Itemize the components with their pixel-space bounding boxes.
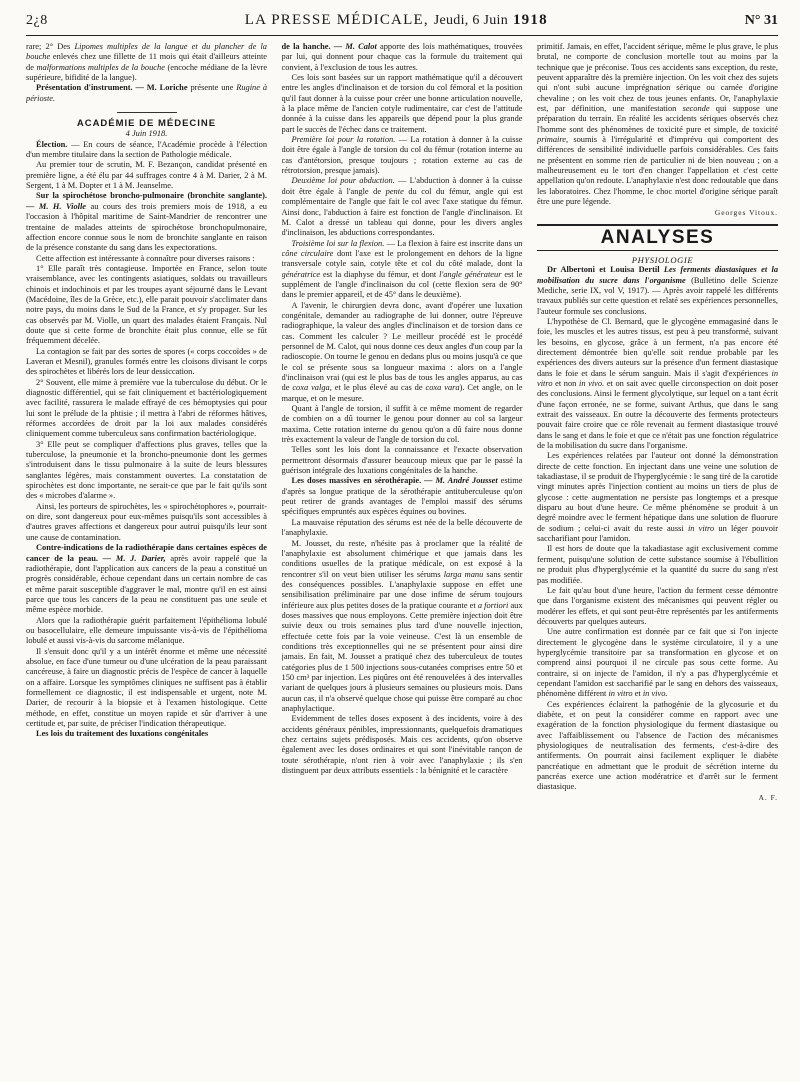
paragraph: Dr Albertoni et Louisa Dertil Les ferments diastasiques et la mobilisation du sucre dans l'organisme (Bulletino delle Scienze Mediche, serie IX, vol V, 1917). — Après avoir rappelé les différents travaux publiés sur cette question et relaté ses expériences personnelles, l'auteur formule ses conclusions. [537, 265, 778, 316]
issue-date: Jeudi, 6 Juin [433, 13, 509, 28]
paragraph: Les expériences relatées par l'auteur ont donné la démonstration directe de cette fonction. En injectant dans une veine une solution de takadiastase, il se produit de l'hyperglycémie : le sang tiré de la carotide vingt minutes après l'injection contient au moins un tiers de plus de glycose : cette augmentation ne persiste pas longtemps et a presque disparu au bout d'une heure. Ce même phénomène se produit à un degré moindre avec le ferment hépatique dans une solution de fluorure de sodium ; celui-ci avait du reste aussi in vitro un léger pouvoir saccharifiant pour l'amidon. [537, 451, 778, 544]
article-columns [26, 42, 778, 1072]
paragraph: 2° Souvent, elle mime à première vue la tuberculose du début. Or le diagnostic différentiel, qui se fait cliniquement et bactériologiquement avec facilité, rassurera le malade effrayé de ces hémoptysies qui pour lui sont le prélude de la phtisie ; il mettra à l'abri de réformes hâtives, réformes accordées de droit par la loi aux malades considérés cliniquement comme tuberculeux sans confirmation bactériologique. [26, 377, 267, 439]
section-date: 4 Juin 1918. [125, 129, 168, 139]
column-left [26, 42, 267, 1072]
paragraph: Il est hors de doute que la takadiastase agit exclusivement comme ferment, puisqu'une solution de cette substance soumise à l'ébullition ne produit plus d'hyperglycémie et la quantité du sucre du sang n'est pas modifiée. [537, 544, 778, 585]
paragraph: Présentation d'instrument. — M. Loriche présente une Rugine à périoste. [26, 83, 267, 103]
paragraph: Cette affection est intéressante à connaître pour diverses raisons : [36, 253, 255, 263]
paragraph: Contre-indications de la radiothérapie dans certaines espèces de cancer de la peau. — M. J. Darier, après avoir rappelé que la radiothérapie, dont l'application aux cancers de la peau a constitué un progrès considérable, échoue cependant dans un certain nombre de cas et même parait susceptible d'aggraver le mal, montre qu'il en est ainsi parce que tous les cancers de la peau ne constituent pas une seule et même espèce morbide. [26, 543, 267, 615]
paragraph: Le fait qu'au bout d'une heure, l'action du ferment cesse démontre que dans l'organisme existent des mécanismes qui peuvent régler ou modérer les effets, et qui sont peut-être représentés par les antiferments découverts par quelques auteurs. [537, 585, 778, 626]
rubric-heading: PHYSIOLOGIE [631, 254, 694, 265]
paragraph: Sur la spirochétose broncho-pulmonaire (bronchite sanglante). — M. H. Violle au cours des trois premiers mois de 1918, a eu l'occasion à l'hôpital maritime de Saint-Mandrier de rencontrer une trentaine de malades atteints de spirochétose bronchopulmonaire, affection encore connue sous le nom de bronchite sanglante en raison de la présence constante du sang dans les expectorations. [26, 191, 267, 253]
analyses-banner [537, 224, 778, 251]
page-header [26, 12, 778, 36]
author-signature: A. F. [758, 792, 778, 802]
author-signature: Georges Vitoux. [714, 207, 778, 217]
paragraph: Troisième loi sur la flexion. — La flexion à faire est inscrite dans un cône circulaire dont l'axe est le prolongement en dehors de la ligne transversale cotyle sain, cotyle tête et col du côté malade, dont la génératrice est la diaphyse du fémur, et dont l'angle générateur est le supplément de l'angle d'inclinaison du col (cette flexion sera de 90° dans le premier appareil, et de 45° dans le deuxième). [281, 238, 523, 300]
paragraph: 1° Elle paraît très contagieuse. Importée en France, selon toute vraisemblance, avec les contingents asiatiques, soldats ou travailleurs chinois et indochinois et par les troupes ayant séjourné dans le Levant (Macédoine, îles de la Grèce, etc.), elle parait pouvoir s'acclimater dans notre pays, du moins dans le Sud de la France, et s'y propager. Sur les cas observés par M. Violle, un quart des malades étaient Français. Nul doute que si cette forme de bronchite était plus connue, elle se fût fréquemment décelée. [26, 263, 267, 346]
paragraph: Ainsi, les porteurs de spirochètes, les « spirochétophores », pourrait-on dire, sont dangereux pour eux-mêmes puisqu'ils sont accessibles à d'autres graves affections et dangereux pour autrui puisqu'ils leur sont une cause de contamination. [26, 501, 267, 542]
paragraph: Une autre confirmation est donnée par ce fait que si l'on injecte directement le glycogène dans le système circulatoire, il y a une hyperglycémie transitoire par sa transformation en glycose et on comprend ainsi pourquoi il ne circule pas sous cette forme. Au contraire, si on injecte de l'amidon, il n'y a pas d'hyperglycémie et cependant l'amidon est saccharifié par le sang en dehors des vaisseaux, phénomène différent in vitro et in vivo. [537, 627, 778, 699]
paragraph: A l'avenir, le chirurgien devra donc, avant d'opérer une luxation congénitale, demander au radiographe de lui donner, outre l'épreuve radiographique, la valeur des angles d'inclinaison et de torsion dans ce cas. Comment les calculer ? Le meilleur procédé est le procédé personnel de M. Calot, qui nous donne ces deux angles d'un coup par la radioscopie. On tourne le genou en dedans plus ou moins jusqu'à ce que le col se présente sous sa longueur maxima : alors on a l'angle d'inclinaison vrai (qui est le plus bas de tous les angles apparus, au cas de coxa valga, et le plus élevé au cas de coxa vara). Cet angle, on le marque, et on le mesure. [281, 300, 523, 403]
page-number: 2¿8 [26, 13, 48, 28]
section-title: ANALYSES [600, 226, 715, 248]
paragraph: de la hanche. — M. Calot apporte des lois mathématiques, trouvées par lui, qui donnent pour chaque cas la formule du traitement qui convient, à l'exclusion de tous les autres. [281, 42, 523, 72]
paragraph: Les doses massives en sérothérapie. — M. André Jousset estime d'après sa longue pratique de la sérothérapie antituberculeuse qu'on peut retirer de grands avantages de l'emploi massif des sérums spécifiques empruntés aux espèces équines ou bovines. [281, 476, 523, 517]
paragraph: La contagion se fait par des sortes de spores (« corps coccoïdes » de Laveran et Mesnil), granules formés entre les cloisons divisant le corps des spirochètes et libérés lors de leur dessiccation. [26, 346, 267, 377]
paragraph: Au premier tour de scrutin, M. F. Bezançon, candidat présenté en première ligne, a été élu par 44 suffrages contre 4 à M. Darier, 2 à M. Sergent, 1 à M. Dopter et 1 à M. Jeanselme. [26, 160, 267, 191]
paragraph: Deuxième loi pour abduction. — L'abduction à donner à la cuisse doit être égale à l'angle de pente du col du fémur, angle qui est complémentaire de l'angle que fait le col avec l'axe statique du fémur. Ainsi donc, l'abduction à faire est fonction de l'angle d'inclinaison. Et M. Calot a dressé un tableau qui donne, pour les divers angles d'inclinaison, les abductions correspondantes. [281, 176, 523, 238]
paragraph: Il s'ensuit donc qu'il y a un intérêt énorme et même une nécessité absolue, en face d'une tumeur ou d'une ulcération de la peau paraissant cancéreuse, à faire un diagnostic précis de l'espèce de cancer à laquelle on a affaire. Lorsque les symptômes cliniques ne suffisent pas à établir formellement ce diagnostic, il est indispensable et urgent, note M. Darier, de recourir à la biopsie et à l'examen histologique. Cette méthode, en effet, constitue un moyen rapide et sûr d'arriver à une certitude et, par suite, de préciser l'indication thérapeutique. [26, 646, 267, 728]
paragraph: Ces expériences éclairent la pathogénie de la glycosurie et du diabète, et on peut la considérer comme en rapport avec une exagération de la fonction physiologique du ferment diastasique ou avec l'affaiblissement ou l'absence de l'action des mécanismes physiologiques de neutralisation des ferments, c'est-à-dire des antiferments. On pourrait ainsi facilement expliquer le diabète pancréatique en admettant que le produit de sécrétion interne du pancréas exerce une action modératrice et d'arrêt sur le ferment diastasique. [537, 699, 778, 792]
paragraph: Ces lois sont basées sur un rapport mathématique qu'il a découvert entre les angles d'inclinaison et de torsion du col fémoral et la position qu'il faut donner à la cuisse pour créer une bonne articulation nouvelle, à la place même de l'ancien cotyle rudimentaire, car c'est de l'attitude donnée à la cuisse dans les appareils que dépend pour la plus grande part le succès de l'échec dans ce traitement. [281, 73, 523, 134]
paragraph: Première loi pour la rotation. — La rotation à donner à la cuisse doit être égale à l'angle de torsion du col du fémur (rotation interne au cas d'antétorsion, presque toujours ; rotation externe au cas de rétrotorsion, presque jamais). [281, 135, 523, 176]
subheading: Les lois du traitement des luxations congénitales [36, 729, 209, 739]
paragraph: Telles sont les lois dont la connaissance et l'exacte observation permettront désormais d'assurer beaucoup mieux que par le passé la guérison intégrale des luxations congénitales de la hanche. [281, 445, 523, 476]
issue-year: 1918 [512, 12, 548, 28]
paragraph: Evidemment de telles doses exposent à des incidents, voire à des accidents généraux pénibles, impressionnants, quelquefois dramatiques chez certains sujets prédisposés. Mais ces accidents, qu'on observe également avec les doses ordinaires et qui sont l'inévitable rançon de toute sérothérapie, n'ont rien à voir avec l'anaphylaxie ; ils s'en distinguent par deux attributs essentiels : la bénignité et le caractère [281, 714, 523, 776]
journal-masthead [245, 12, 548, 29]
paragraph: M. Jousset, du reste, n'hésite pas à proclamer que la réalité de l'anaphylaxie est absolument chimérique et que jamais dans les conditions usuelles de la pratique médicale, on est exposé à la rencontrer s'il on veut bien utiliser les sérums larga manu sans sentir des conséquences possibles. L'anaphylaxie suppose en effet une sensibilisation préliminaire par une dose infime de sérum toujours inférieure aux plus petites doses de la pratique courante et a fortiori aux doses massives que nous employons. Cette première injection doit être suivie deux ou trois semaines plus tard d'une nouvelle injection, effectuée cette fois par la voie veineuse. C'est là un ensemble de conditions très exceptionnelles qui ne se présentent pour ainsi dire jamais. En fait, M. Jousset a pratiqué chez des tuberculeux de toutes catégories plus de 1 500 injections sous-cutanées comprises entre 50 et 150 cm³ par injection. Les piqûres ont été renouvelées à des intervalles variant de quelques jours à plusieurs semaines ou plusieurs mois. Dans aucun cas, il n'a observé quelque chose qui puisse être comparé au choc anaphylactique. [281, 538, 523, 713]
column-right [537, 42, 778, 1072]
paragraph: Élection. — En cours de séance, l'Académie procède à l'élection d'un membre titulaire dans la section de Pathologie médicale. [26, 139, 267, 160]
paragraph: Quant à l'angle de torsion, il suffit à ce même moment de regarder de combien on a dû tourner le genou pour donner au col sa largeur maxima. Cette rotation interne du genou qu'on a dû faire nous donne très exactement la valeur de l'angle de torsion du col. [281, 404, 523, 445]
column-middle [282, 42, 523, 1072]
issue-number: N° 31 [744, 13, 778, 28]
paragraph: Alors que la radiothérapie guérit parfaitement l'épithélioma lobulé ou basocellulaire, elle demeure impuissante vis-à-vis de l'épithélioma lobulé et aussi vis-à-vis du sarcome mélanique. [26, 615, 267, 646]
paragraph: rare; 2° Des Lipomes multiples de la langue et du plancher de la bouche enlevés chez une fillette de 11 mois qui était d'ailleurs atteinte de malformations multiples de la bouche (encoche médiane de la lèvre supérieure, bifidité de la langue). [26, 42, 267, 83]
paragraph: 3° Elle peut se compliquer d'affections plus graves, telles que la tuberculose, la pneumonie et la broncho-pneumonie dont les germes s'introduisent dans le tissu pulmonaire à la suite de leurs blessures sanglantes légères, mais constamment ouvertes. La constatation de spirochètes est donc importante, ne serait-ce que par le fait qu'ils sont des « microbes d'alarme ». [26, 439, 267, 501]
paragraph: primitif. Jamais, en effet, l'accident sérique, même le plus grave, le plus brutal, ne comporte de conclusion mortelle tout au moins par la technique que je préconise. Tous ces accidents sans exception, du reste, peuvent apparaître dès la première injection. On les voit chez des sujets qui n'ont subi aucune imprégnation sérique ou carnée d'origine chevaline ; on les voit chez de tous jeunes enfants. Or, l'anaphylaxie est, par définition, une manifestation seconde qui suppose une préparation du terrain. En réalité les accidents sériques observés chez l'homme sont des phénomènes de toxicité pure et simple, de toxicité primaire, soumis à l'irrégularité et d'imprévu qui comportent des différences de sensibilité individuelle parfois considérables. Ces faits ne présentent en somme rien de particulier ni de bien nouveau ; on a malheureusement eu le tort d'en changer l'appellation et c'est cette appellation qu'on redoute. L'anaphylaxie n'est donc redoutable que dans les laboratoires. Chez l'homme, le choc mortel d'origine sérique paraît être une pure légende. [537, 42, 778, 207]
paragraph: L'hypothèse de Cl. Bernard, que le glycogène emmagasiné dans le foie, les muscles et les autres tissus, est peu à peu transformé, suivant les besoins, en glycose, grâce à un ferment, n'a pas encore été directement démontrée bien qu'elle soit rendue probable par les expériences des divers auteurs sur la présence d'un ferment diastasique dans le foie et dans le sérum sanguin. Mais il s'agit d'expériences in vitro et non in vivo. et on sait avec quelle circonspection on doit poser des conclusions. Ainsi le ferment glycolytique, sur lequel on a tant écrit d'une façon erronée, ne se forme, suivant Arthus, que dans le sang extrait des vaisseaux. En outre la découverte des ferments protecteurs pouvait faire croire que ce rôle revenait au ferment diastasique trouvé dans le sang et dans le foie et que ce n'était pas une fonction régulatrice de la mobilisation du sucre dans l'organisme. [537, 316, 778, 451]
section-divider [117, 112, 177, 113]
paragraph: La mauvaise réputation des sérums est née de la belle découverte de l'anaphylaxie. [281, 517, 523, 538]
section-heading: ACADÉMIE DE MÉDECINE [76, 118, 217, 130]
journal-title: LA PRESSE MÉDICALE, [244, 12, 429, 28]
